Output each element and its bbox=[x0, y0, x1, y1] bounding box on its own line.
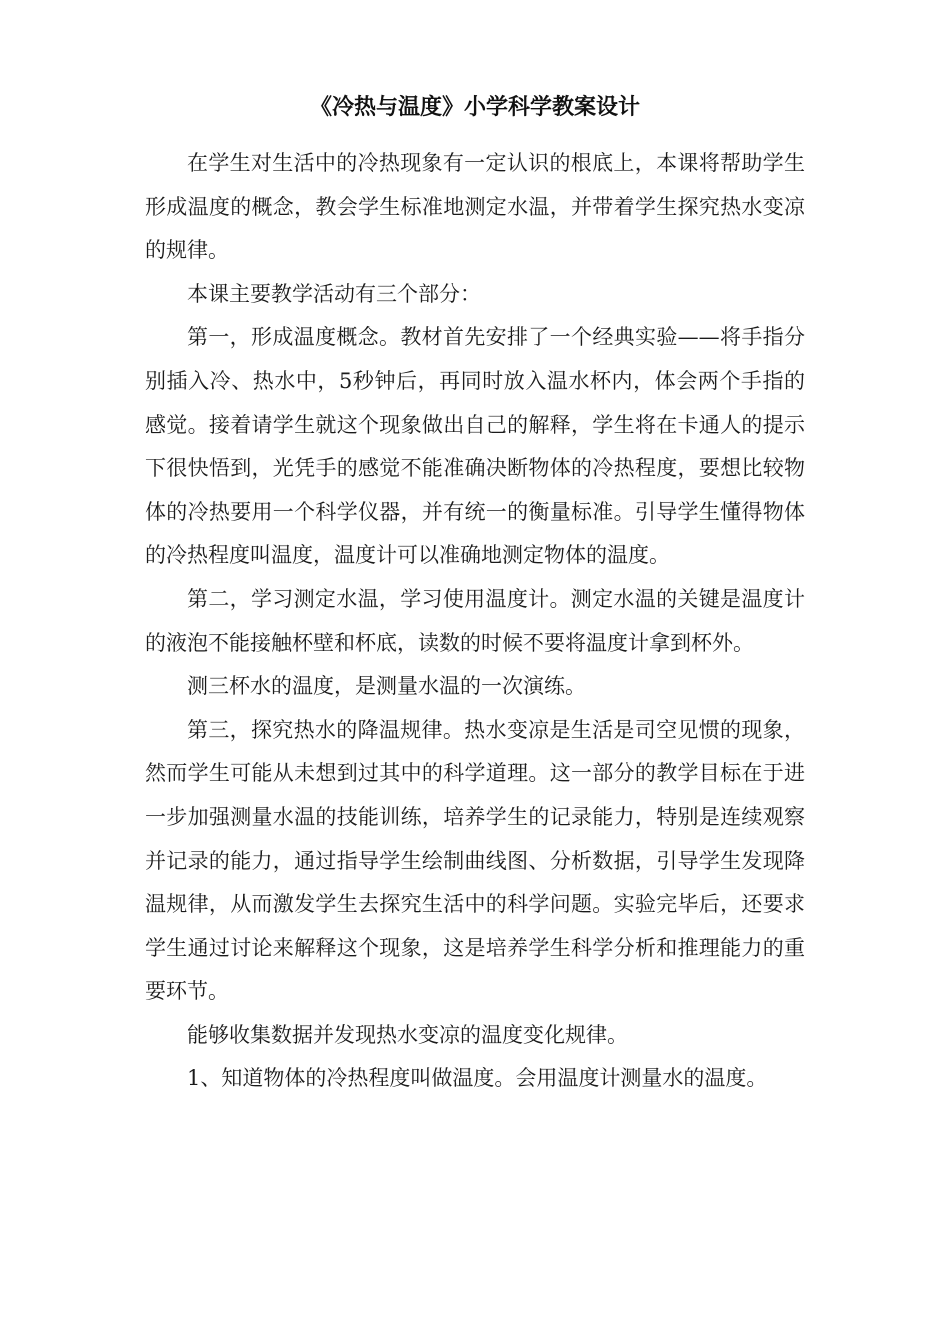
document-body bbox=[145, 142, 805, 1101]
paragraph-overview: 本课主要教学活动有三个部分： bbox=[187, 281, 481, 306]
paragraph-part-three: 第三，探究热水的降温规律。热水变凉是生活是司空见惯的现象，然而学生可能从未想到过其中的科学道理。这一部分的教学目标在于进一步加强测量水温的技能训练，培养学生的记录能力，特别是连续观察并记录的能力，通过指导学生绘制曲线图、分析数据，引导学生发现降温规律，从而激发学生去探究生活中的科学问题。实验完毕后，还要求学生通过讨论来解释这个现象，这是培养学生科学分析和推理能力的重要环节。 bbox=[145, 717, 805, 1004]
paragraph-part-two: 第二，学习测定水温，学习使用温度计。测定水温的关键是温度计的液泡不能接触杯壁和杯底，读数的时候不要将温度计拿到杯外。 bbox=[145, 586, 805, 655]
paragraph-objective-1: 1、知道物体的冷热程度叫做温度。会用温度计测量水的温度。 bbox=[187, 1066, 768, 1091]
paragraph-goal: 能够收集数据并发现热水变凉的温度变化规律。 bbox=[187, 1022, 628, 1047]
paragraph-part-one: 第一，形成温度概念。教材首先安排了一个经典实验——将手指分别插入冷、热水中，5秒钟后，再同时放入温水杯内，体会两个手指的感觉。接着请学生就这个现象做出自己的解释，学生将在卡通人的提示下很快悟到，光凭手的感觉不能准确决断物体的冷热程度，要想比较物体的冷热要用一个科学仪器，并有统一的衡量标准。引导学生懂得物体的冷热程度叫温度，温度计可以准确地测定物体的温度。 bbox=[145, 325, 805, 568]
document-title: 《冷热与温度》小学科学教案设计 bbox=[309, 94, 640, 120]
paragraph-practice: 测三杯水的温度，是测量水温的一次演练。 bbox=[187, 674, 586, 699]
paragraph-intro: 在学生对生活中的冷热现象有一定认识的根底上，本课将帮助学生形成温度的概念，教会学生标准地测定水温，并带着学生探究热水变凉的规律。 bbox=[145, 151, 805, 263]
